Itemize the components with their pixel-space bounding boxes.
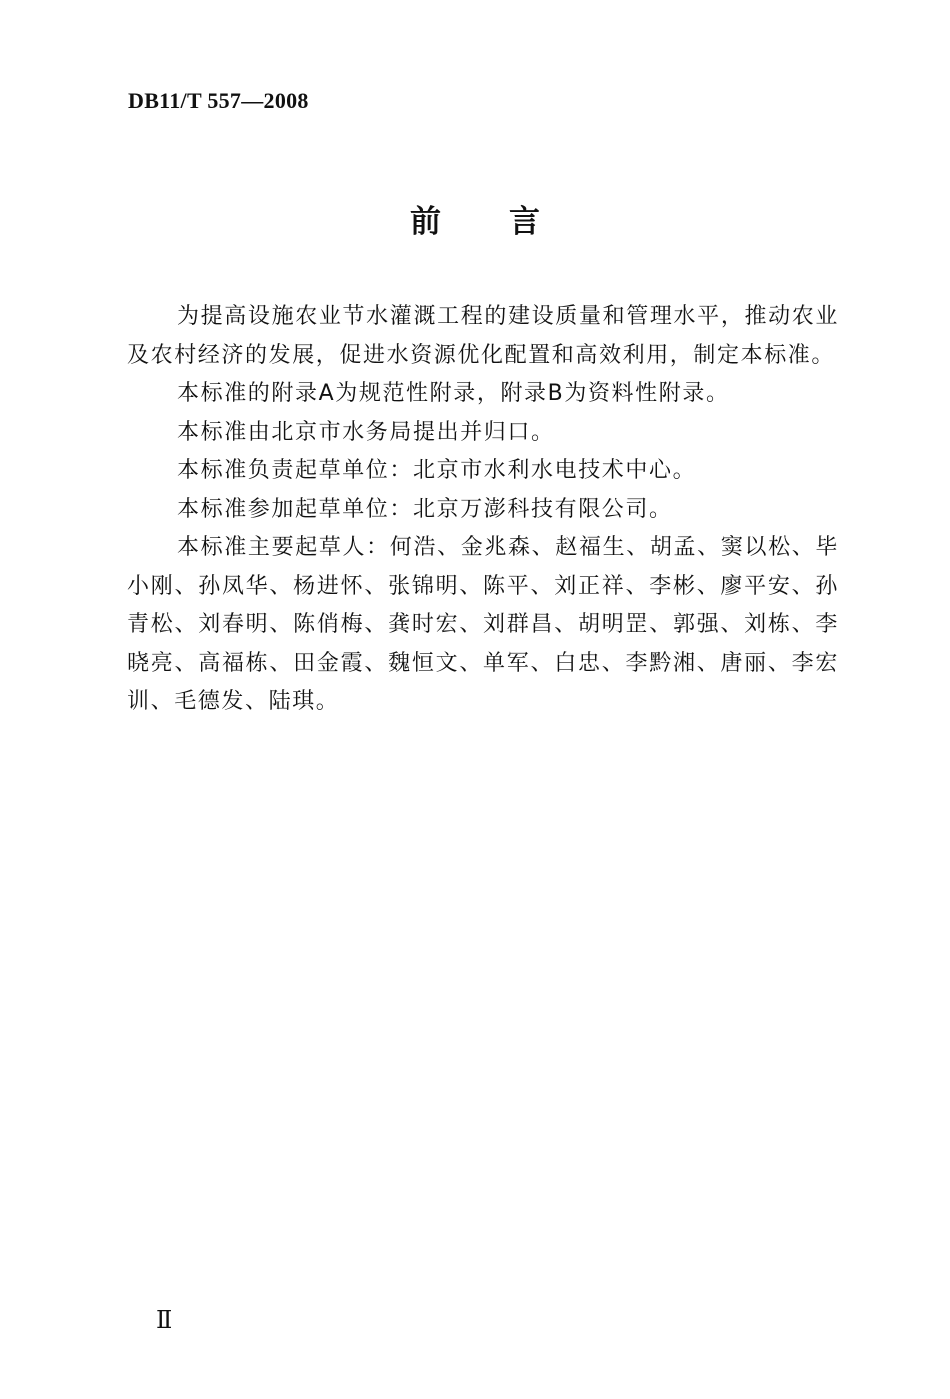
body-text xyxy=(127,298,839,722)
paragraph-appendix: 本标准的附录A为规范性附录，附录B为资料性附录。 xyxy=(177,381,730,406)
paragraph-lead-drafter: 本标准负责起草单位：北京市水利水电技术中心。 xyxy=(177,458,697,483)
document-code: DB11/T 557—2008 xyxy=(128,88,309,113)
page-number: Ⅱ xyxy=(156,1308,173,1334)
paragraph-purpose: 为提高设施农业节水灌溉工程的建设质量和管理水平，推动农业及农村经济的发展，促进水资源优化配置和高效利用，制定本标准。 xyxy=(127,304,839,368)
paragraph-main-drafters: 本标准主要起草人：何浩、金兆森、赵福生、胡孟、窦以松、毕小刚、孙凤华、杨进怀、张锦明、陈平、刘正祥、李彬、廖平安、孙青松、刘春明、陈俏梅、龚时宏、刘群昌、胡明罡、郭强、刘栋、李晓亮、高福栋、田金霞、魏恒文、单军、白忠、李黔湘、唐丽、李宏训、毛德发、陆琪。 xyxy=(127,535,839,714)
paragraph-participating-drafter: 本标准参加起草单位：北京万澎科技有限公司。 xyxy=(177,496,673,522)
section-title: 前言 xyxy=(410,204,608,240)
paragraph-proposer: 本标准由北京市水务局提出并归口。 xyxy=(177,419,555,445)
